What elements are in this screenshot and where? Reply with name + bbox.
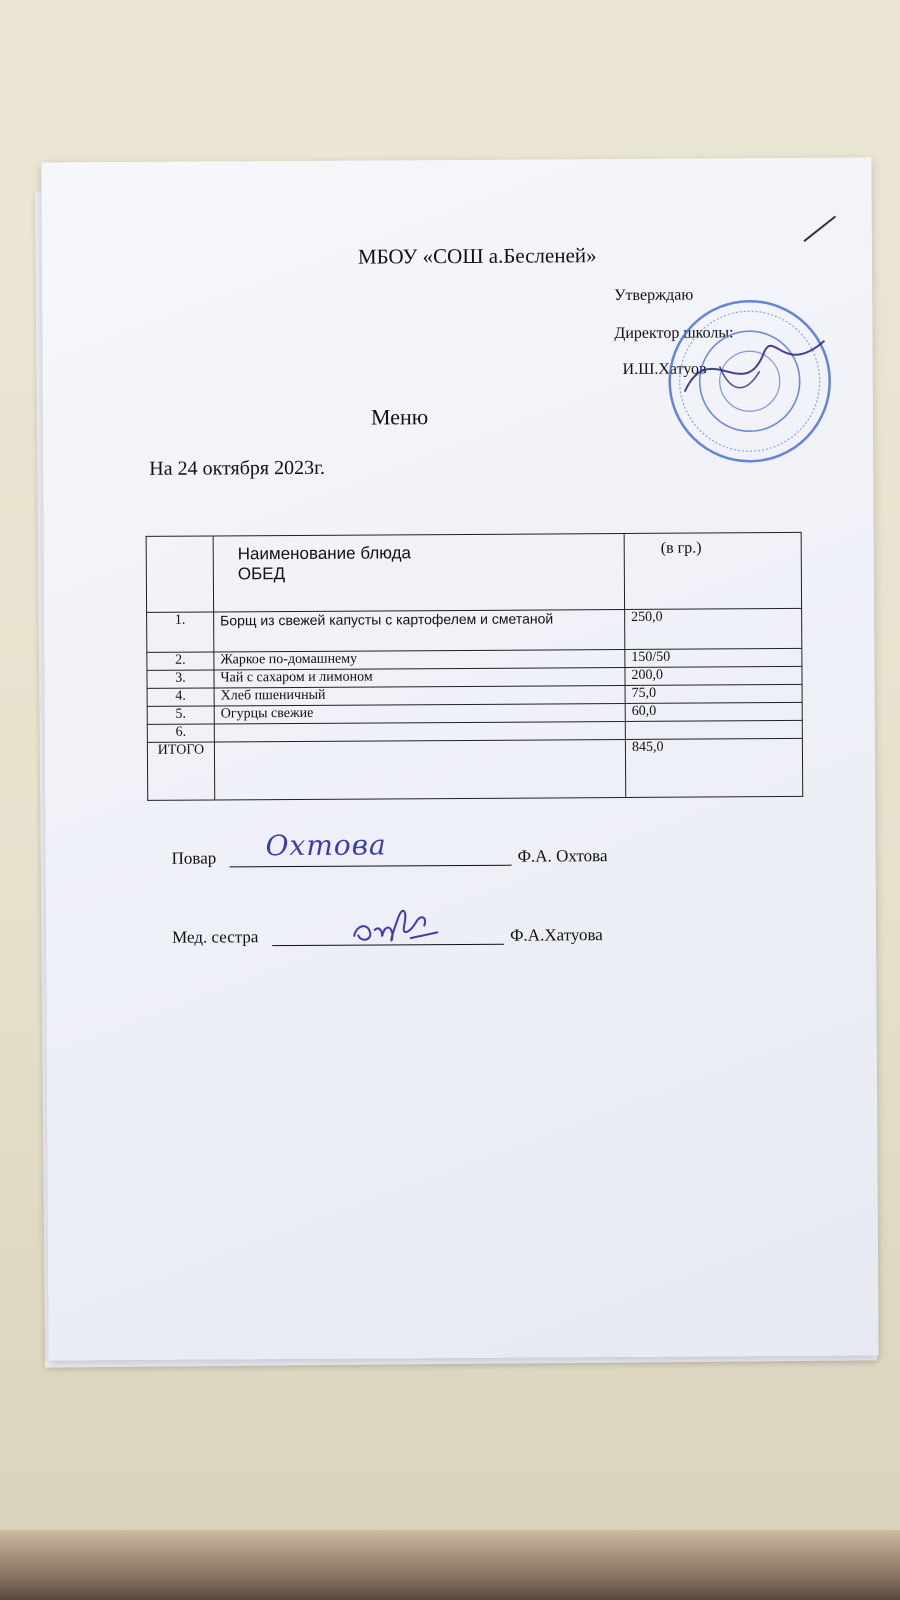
nurse-name: Ф.А.Хатуова [510, 925, 603, 945]
menu-date: На 24 октября 2023г. [149, 456, 326, 480]
table-row [147, 608, 802, 652]
total-empty-cell [214, 739, 625, 800]
header-unit-label: (в гр.) [660, 539, 702, 557]
menu-title: Меню [370, 404, 429, 430]
floor [0, 1530, 900, 1600]
row-qty: 60,0 [625, 702, 802, 721]
row-dish: Огурцы свежие [214, 703, 625, 724]
nurse-signature [346, 896, 446, 953]
row-number: 3. [147, 670, 214, 688]
nurse-label: Мед. сестра [172, 927, 259, 947]
row-qty: 200,0 [625, 666, 802, 685]
approval-label: Утверждаю [614, 286, 694, 305]
header-dish-label: Наименование блюда [237, 543, 412, 564]
header-meal-label: ОБЕД [237, 564, 286, 584]
table-header-row [146, 532, 801, 612]
row-number: 4. [147, 688, 214, 706]
total-value: 845,0 [625, 738, 802, 797]
header-unit-cell [624, 532, 801, 609]
row-number: 5. [147, 706, 214, 724]
row-number: 2. [147, 652, 214, 670]
row-number: 6. [147, 724, 214, 742]
school-stamp [664, 296, 835, 467]
director-name: И.Ш.Хатуов [622, 360, 707, 378]
row-qty [625, 720, 802, 739]
cook-label: Повар [171, 848, 217, 868]
row-dish: Жаркое по-домашнему [214, 649, 625, 670]
cook-handwritten-signature: Охтова [265, 828, 387, 863]
menu-table [146, 532, 804, 801]
row-qty: 75,0 [625, 684, 802, 703]
row-qty: 250,0 [625, 608, 802, 649]
row-qty: 150/50 [625, 648, 802, 667]
organization-title: МБОУ «СОШ а.Бесленей» [357, 243, 597, 269]
cook-signature-line [230, 865, 512, 868]
table-total-row [147, 738, 802, 800]
header-number-cell [146, 536, 213, 612]
pencil-mark [803, 216, 836, 242]
row-number: 1. [147, 612, 214, 652]
row-dish: Хлеб пшеничный [214, 685, 625, 706]
director-position: Директор школы: [614, 324, 734, 343]
total-label: ИТОГО [147, 742, 214, 800]
header-dish-cell [213, 533, 624, 612]
row-dish: Чай с сахаром и лимоном [214, 667, 625, 688]
menu-document [41, 157, 878, 1360]
cook-name: Ф.А. Охтова [517, 846, 608, 866]
row-dish: Борщ из свежей капусты с картофелем и сметаной [214, 609, 625, 652]
